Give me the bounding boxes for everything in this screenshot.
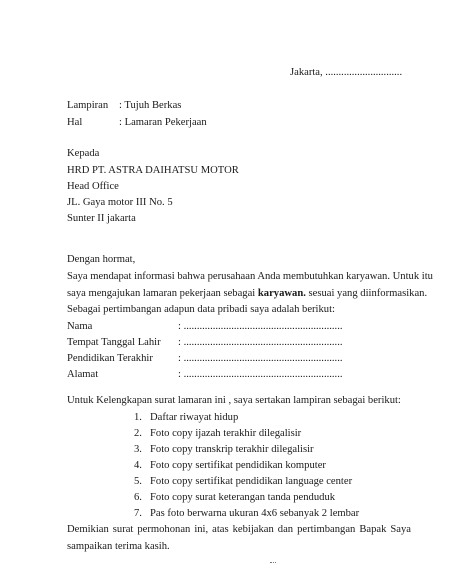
recipient-kepada: Kepada <box>67 148 100 159</box>
closing-line2: sampaikan terima kasih. <box>67 541 170 552</box>
paragraph1-line3: Sebagai pertimbangan adapun data pribadi saya adalah berikut: <box>67 304 335 315</box>
data-label-pendidikan: Pendidikan Terakhir <box>67 353 153 364</box>
paragraph1-line2-pre: saya mengajukan lamaran pekerjaan sebagai <box>67 288 258 299</box>
attachment-num: 6. <box>134 492 142 503</box>
recipient-office: Head Office <box>67 181 119 192</box>
data-value-nama: : ............................................................ <box>178 321 343 332</box>
attachment-text: Foto copy surat keterangan tanda penduduk <box>150 492 336 503</box>
attachment-text: Foto copy ijazah terakhir dilegalisir <box>150 428 302 439</box>
position-applied: karyawan. <box>257 288 306 299</box>
data-value-tempat-tanggal-lahir: : ............................................................ <box>178 337 343 348</box>
attachments-intro: Untuk Kelengkapan surat lamaran ini , saya sertakan lampiran sebagai berikut: <box>67 395 401 406</box>
paragraph1-line2 <box>67 288 428 300</box>
recipient-city: Sunter II jakarta <box>67 213 136 224</box>
attachment-text: Foto copy transkrip terakhir dilegalisir <box>150 444 314 455</box>
paragraph1-line1: Saya mendapat informasi bahwa perusahaan Anda membutuhkan karyawan. Untuk itu <box>67 271 433 282</box>
attachment-num: 1. <box>134 412 142 423</box>
attachment-num: 3. <box>134 444 142 455</box>
data-value-pendidikan: : ............................................................ <box>178 353 343 364</box>
hal-label: Hal <box>67 117 83 128</box>
attachment-num: 7. <box>134 508 142 519</box>
data-label-tempat-tanggal-lahir: Tempat Tanggal Lahir <box>67 337 161 348</box>
closing-line1: Demikian surat permohonan ini, atas kebijakan dan pertimbangan Bapak Saya <box>67 524 411 535</box>
attachment-text: Pas foto berwarna ukuran 4x6 sebanyak 2 lembar <box>150 508 360 519</box>
place-date: Jakarta, ............................. <box>290 67 403 78</box>
hal-value: : Lamaran Pekerjaan <box>119 117 207 128</box>
attachment-num: 5. <box>134 476 142 487</box>
data-label-alamat: Alamat <box>67 369 99 380</box>
recipient-company: HRD PT. ASTRA DAIHATSU MOTOR <box>67 165 239 176</box>
page-edge-mark <box>270 562 276 565</box>
attachment-num: 4. <box>134 460 142 471</box>
greeting: Dengan hormat, <box>67 254 136 265</box>
lampiran-value: : Tujuh Berkas <box>119 100 182 111</box>
attachment-text: Foto copy sertifikat pendidikan language center <box>150 476 353 487</box>
lampiran-label: Lampiran <box>67 100 109 111</box>
attachment-text: Foto copy sertifikat pendidikan komputer <box>150 460 326 471</box>
data-value-alamat: : ............................................................ <box>178 369 343 380</box>
attachment-text: Daftar riwayat hidup <box>150 412 239 423</box>
paragraph1-line2-post: sesuai yang diinformasikan. <box>305 288 428 299</box>
attachment-num: 2. <box>134 428 142 439</box>
recipient-street: JL. Gaya motor III No. 5 <box>67 197 173 208</box>
data-label-nama: Nama <box>67 321 93 332</box>
